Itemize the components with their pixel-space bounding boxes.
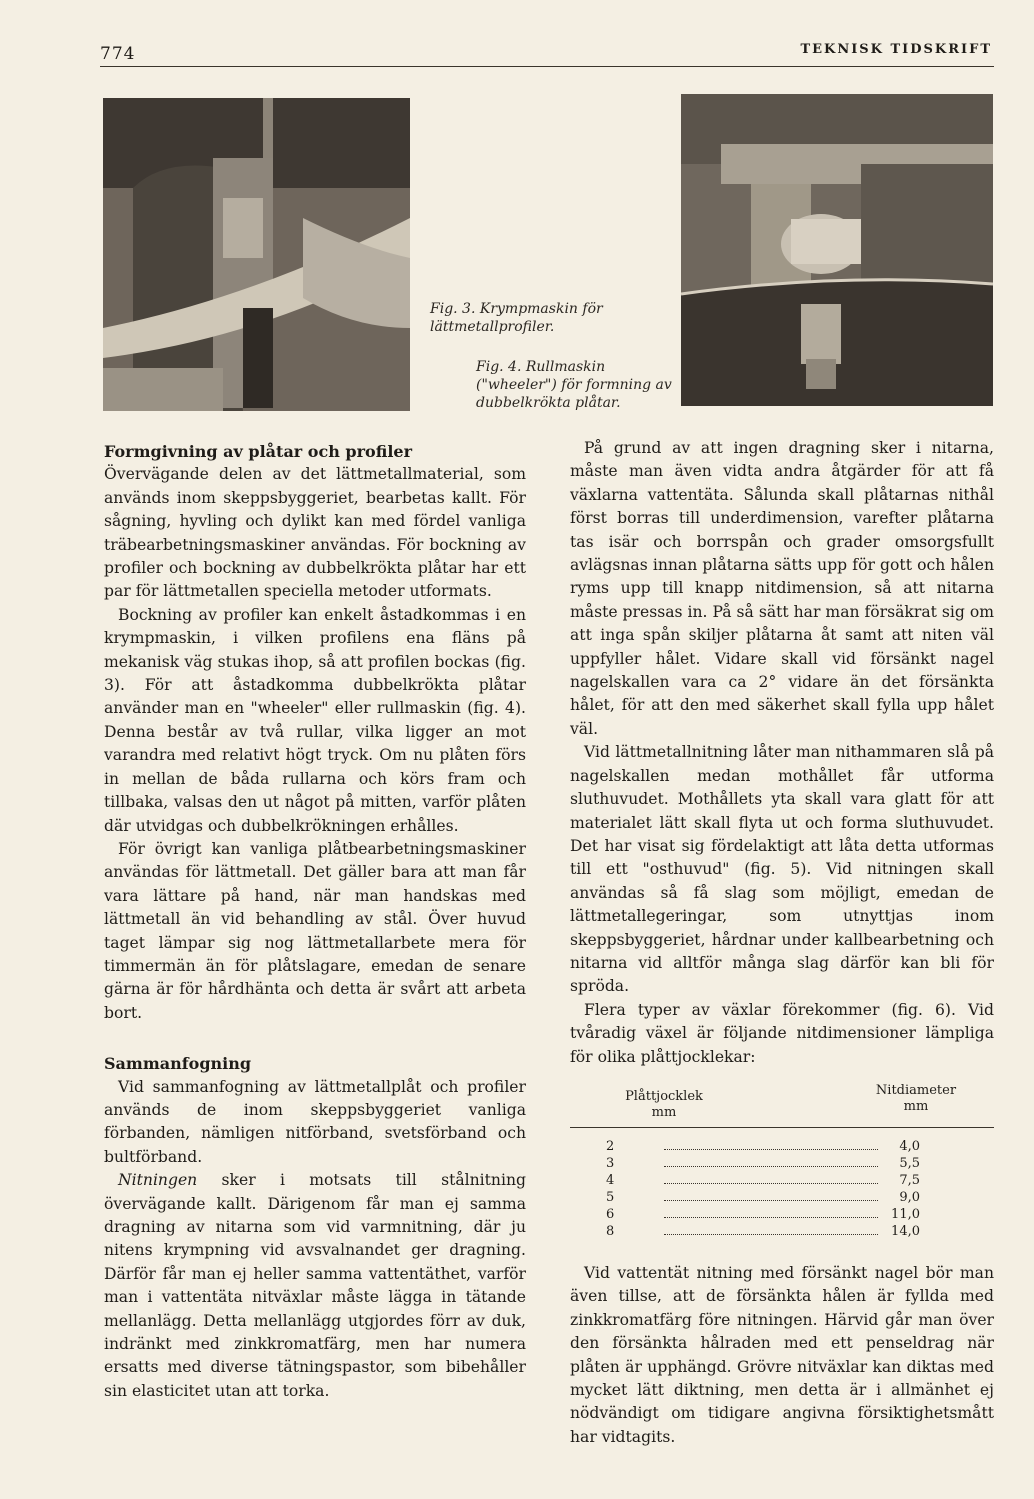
table-header-thickness — [614, 1089, 714, 1121]
header-line: Plåttjocklek — [625, 1088, 703, 1104]
cell-diameter: 4,0 — [899, 1138, 920, 1154]
cell-diameter: 7,5 — [899, 1172, 920, 1188]
leader-dots — [664, 1149, 878, 1150]
cell-diameter: 11,0 — [891, 1206, 920, 1222]
table-row — [570, 1155, 994, 1172]
header-unit: mm — [903, 1098, 929, 1114]
paragraph: För övrigt kan vanliga plåtbearbetningsmaskiner användas för lättmetall. Det gäller bara att man får vara lättare på hand, när man handskas med lättmetall än vid behandling av stål. Över huvud taget lämpar sig nog lättmetallarbete mera för timmermän än för plåtslagare, emedan de senare gärna är för hårdhänta och detta är svårt att arbeta bort. — [104, 839, 526, 1022]
page-number: 774 — [100, 44, 136, 64]
cell-thickness: 4 — [606, 1172, 615, 1188]
table-rule — [570, 1127, 994, 1128]
leader-dots — [664, 1200, 878, 1201]
paragraph: Vid lättmetallnitning låter man nithammaren slå på nagelskallen medan mothållet får utforma sluthuvudet. Mothållets yta skall vara glatt för att materialet lätt skall flyta ut och forma sluthuvudet. Det har visat sig fördelaktigt att låta detta utformas till ett "osthuvud" (fig. 5). Vid nitningen skall användas så få slag som möjligt, emedan de lättmetallegeringar, som utnyttjas inom skeppsbyggeriet, hårdnar under kallbearbetning och nitarna vid alltför många slag därför kan bli för spröda. — [570, 743, 994, 996]
paragraph: Övervägande delen av det lättmetallmaterial, som används inom skeppsbyggeriet, bearbetas kallt. För sågning, hyvling och dylikt kan med fördel vanliga träbearbetningsmaskiner användas. För bockning av profiler och bockning av dubbelkrökta plåtar har ett par för lättmetallen speciella metoder utformats. — [104, 465, 526, 601]
section-heading-formgivning: Formgivning av plåtar och profiler — [104, 442, 413, 461]
paragraph-text: sker i motsats till stålnitning övervägande kallt. Därigenom får man ej samma dragning av nitarna som vid varmnitning, där ju nitens krympning vid avsvalnandet ger dragning. Därför får man ej heller samma vattentäthet, varför man i vattentäta nitväxlar måste lägga in tätande mellanlägg. Detta mellanlägg utgjordes förr av duk, indränkt med zinkkromatfärg, men har numera ersatts med diverse tätningspastor, som bibehåller sin elasticitet utan att torka. — [104, 1171, 526, 1400]
cell-thickness: 6 — [606, 1206, 615, 1222]
figure-4-caption: Fig. 4. Rullmaskin ("wheeler") för formning av dubbelkrökta plåtar. — [476, 359, 672, 411]
figure-3-illustration — [103, 98, 410, 411]
table-row — [570, 1189, 994, 1206]
header-unit: mm — [651, 1104, 677, 1120]
figure-4-illustration — [681, 94, 993, 406]
table-row — [570, 1138, 994, 1155]
leader-dots — [664, 1183, 878, 1184]
figure-3-photo — [103, 98, 410, 411]
cell-thickness: 5 — [606, 1189, 615, 1205]
cell-thickness: 3 — [606, 1155, 615, 1171]
cell-thickness: 2 — [606, 1138, 615, 1154]
paragraph — [104, 1169, 526, 1403]
table-row — [570, 1206, 994, 1223]
paragraph: Flera typer av växlar förekommer (fig. 6). Vid tvåradig växel är följande nitdimensioner lämpliga för olika plåttjocklekar: — [570, 1000, 994, 1066]
cell-diameter: 5,5 — [899, 1155, 920, 1171]
paragraph: Vid sammanfogning av lättmetallplåt och profiler används de inom skeppsbyggeriet vanliga förbanden, nämligen nitförband, svetsförband och bultförband. — [104, 1077, 526, 1166]
leader-dots — [664, 1166, 878, 1167]
figure-4-photo — [681, 94, 993, 406]
left-column — [104, 440, 526, 1403]
leader-dots — [664, 1217, 878, 1218]
lead-term: Nitningen — [118, 1171, 198, 1190]
section-heading-sammanfogning: Sammanfogning — [104, 1054, 252, 1074]
paragraph: På grund av att ingen dragning sker i nitarna, måste man även vidta andra åtgärder för att få växlarna vattentäta. Sålunda skall plåtarnas nithål först borras till underdimension, varefter plåtarna tas isär och borrspån och grader omsorgsfullt avlägsnas innan plåtarna sätts upp för gott och hålen ryms upp till knapp nitdimension, så att nitarna måste pressas in. På så sätt har man försäkrat sig om att inga spån skiljer plåtarna åt samt att niten väl uppfyller hålet. Vidare skall vid försänkt nagel nagelskallen vara ca 2° vidare än det försänkta hålet, för att den med säkerhet skall fylla upp hålet väl. — [570, 439, 994, 738]
paragraph: Bockning av profiler kan enkelt åstadkommas i en krympmaskin, i vilken profilens ena fläns på mekanisk väg stukas ihop, så att profilen bockas (fig. 3). För att åstadkomma dubbelkrökta plåtar använder man en "wheeler" eller rullmaskin (fig. 4). Denna består av två rullar, vilka ligger an mot varandra med relativt högt tryck. Om nu plåten förs in mellan de båda rullarna och körs fram och tillbaka, valsas den ut något på mitten, varför plåten där utvidgas och dubbelkrökningen erhålles. — [104, 605, 526, 835]
header-rule — [100, 66, 994, 67]
cell-diameter: 9,0 — [899, 1189, 920, 1205]
leader-dots — [664, 1234, 878, 1235]
table-row — [570, 1223, 994, 1240]
cell-thickness: 8 — [606, 1223, 615, 1239]
right-column — [570, 437, 994, 1449]
paragraph: Vid vattentät nitning med försänkt nagel bör man även tillse, att de försänkta hålen är fyllda med zinkkromatfärg före nitningen. Härvid går man över den försänkta hålraden med ett penseldrag när plåten är upphängd. Grövre nitväxlar kan diktas med mycket lätt diktning, men detta är i allmänhet ej nödvändigt om tidigare angivna försiktighetsmått har vidtagits. — [570, 1263, 994, 1446]
figure-3-caption: Fig. 3. Krympmaskin för lättmetallprofiler. — [430, 301, 603, 335]
rivet-dimension-table — [570, 1082, 994, 1240]
table-row — [570, 1172, 994, 1189]
header-line: Nitdiameter — [875, 1082, 957, 1098]
cell-diameter: 14,0 — [891, 1223, 920, 1239]
table-header — [570, 1082, 994, 1123]
table-header-diameter — [856, 1083, 976, 1115]
journal-title: TEKNISK TIDSKRIFT — [800, 42, 992, 57]
